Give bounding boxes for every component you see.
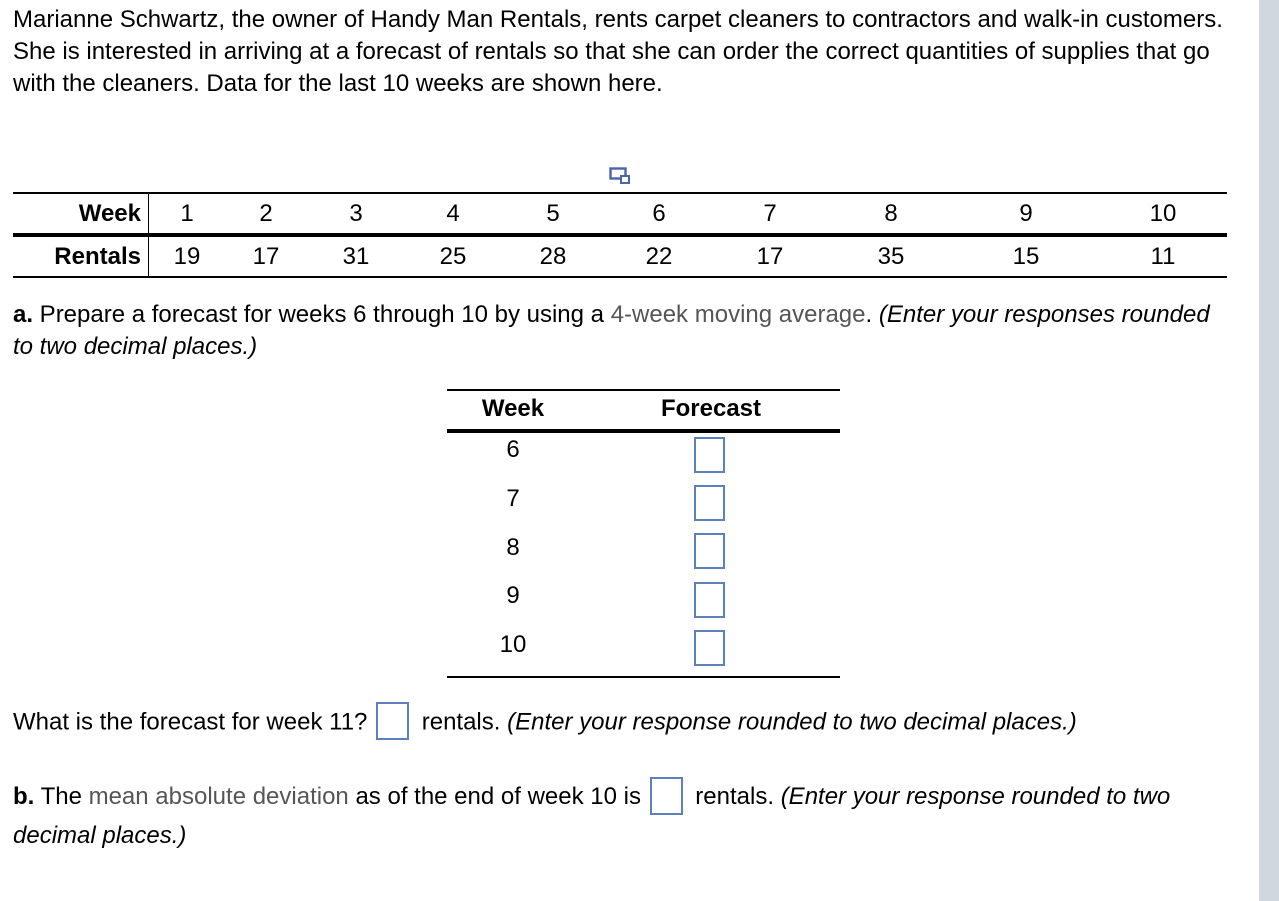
rentals-cell: 19: [173, 242, 201, 270]
week-cell: 4: [446, 199, 460, 227]
forecast-week-label: 9: [506, 582, 520, 609]
question-a-label: a.: [13, 301, 34, 328]
rentals-cell: 25: [439, 242, 467, 270]
moving-average-term-link[interactable]: 4-week moving average: [610, 301, 866, 328]
question-a-text: Prepare a forecast for weeks 6 through 10 by using a: [33, 301, 611, 328]
question-a-period: .: [865, 301, 879, 328]
forecast-week-label: 8: [506, 534, 520, 561]
question-b-text: The: [34, 783, 89, 810]
question-a-instruction: (Enter your responses rounded to two decimal places.): [13, 301, 1210, 360]
question-week-11: [13, 704, 1253, 742]
question-week-11-instruction: (Enter your response rounded to two decimal places.): [507, 708, 1077, 736]
forecast-week-label: 7: [506, 485, 520, 512]
rentals-cell: 15: [1012, 242, 1040, 270]
question-b-instruction: (Enter your response rounded to two decimal places.): [13, 783, 1171, 849]
rentals-row: [13, 237, 1227, 278]
week-row-header: Week: [13, 194, 149, 233]
forecast-table: [447, 389, 840, 678]
week-cell: 1: [180, 199, 194, 227]
rentals-cell: 35: [877, 242, 905, 270]
copy-to-clipboard-icon[interactable]: [607, 165, 633, 187]
week-cell: 2: [259, 199, 273, 227]
week-cell: 9: [1019, 199, 1033, 227]
week-column-header: Week: [481, 395, 545, 422]
forecast-week-9-input[interactable]: [694, 582, 725, 618]
week-cell: 10: [1149, 199, 1177, 227]
week-cell: 3: [349, 199, 363, 227]
week-cell: 7: [763, 199, 777, 227]
week-cell: 6: [652, 199, 666, 227]
forecast-table-header: [447, 391, 840, 433]
problem-intro: Marianne Schwartz, the owner of Handy Man Rentals, rents carpet cleaners to contractors and walk-in customers. She is interested in arriving at a forecast of rentals so that she can order the correct quantities of supplies that go with the cleaners. Data for the last 10 weeks are shown here.: [13, 6, 1223, 97]
rentals-cell: 17: [252, 242, 280, 270]
question-b-label: b.: [13, 783, 35, 810]
question-week-11-unit: rentals.: [415, 708, 508, 736]
rentals-cell: 28: [539, 242, 567, 270]
rentals-row-header: Rentals: [13, 237, 149, 276]
week-cell: 5: [546, 199, 560, 227]
rentals-cell: 11: [1150, 242, 1176, 270]
forecast-week-10-input[interactable]: [694, 630, 725, 666]
question-b-unit: rentals.: [688, 783, 781, 810]
rentals-cell: 31: [342, 242, 370, 270]
question-week-11-text: What is the forecast for week 11?: [13, 708, 368, 736]
mad-input[interactable]: [650, 777, 683, 815]
forecast-week-8-input[interactable]: [694, 533, 725, 569]
question-a: [13, 299, 1228, 363]
scrollbar-track[interactable]: [1259, 0, 1279, 901]
forecast-column-header: Forecast: [660, 395, 762, 422]
forecast-week-label: 10: [499, 631, 527, 658]
mad-term-link[interactable]: mean absolute deviation: [88, 783, 349, 810]
question-b-text-middle: as of the end of week 10 is: [348, 783, 641, 810]
rentals-data-table: [13, 192, 1227, 278]
week-row: [13, 192, 1227, 237]
rentals-cell: 17: [756, 242, 784, 270]
forecast-week-6-input[interactable]: [694, 437, 725, 473]
week-cell: 8: [884, 199, 898, 227]
forecast-week-7-input[interactable]: [694, 485, 725, 521]
rentals-cell: 22: [645, 242, 673, 270]
forecast-week-label: 6: [506, 436, 520, 463]
forecast-week-11-input[interactable]: [376, 702, 409, 740]
question-b: [13, 778, 1228, 855]
